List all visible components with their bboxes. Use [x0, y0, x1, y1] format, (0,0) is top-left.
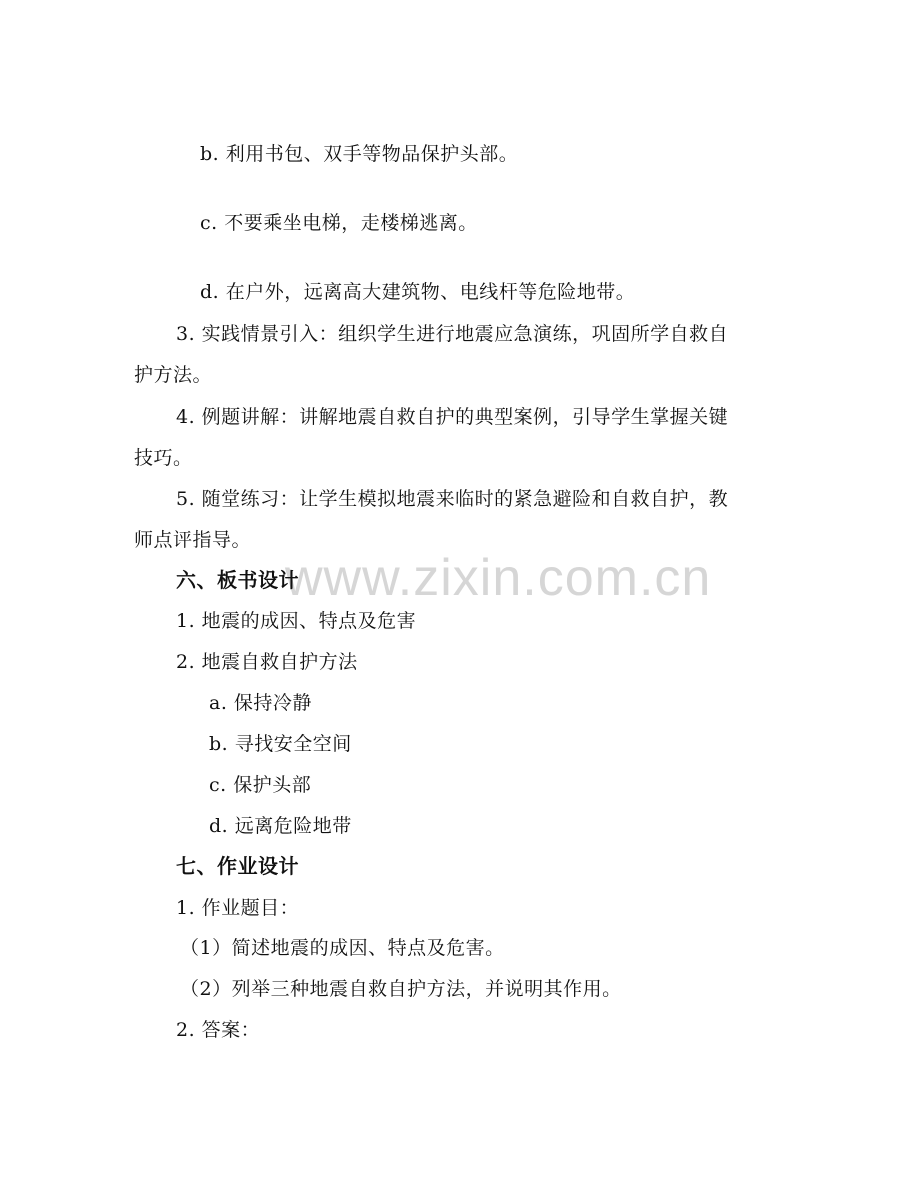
- list-item-d-outdoor: d. 在户外，远离高大建筑物、电线杆等危险地带。: [200, 281, 636, 303]
- list-item-c-no-elevator: c. 不要乘坐电梯，走楼梯逃离。: [200, 212, 478, 234]
- board-subitem-d: d. 远离危险地带: [209, 815, 352, 837]
- list-item-b-protect-head: b. 利用书包、双手等物品保护头部。: [200, 143, 519, 165]
- step-4-line-2: 技巧。: [134, 447, 193, 469]
- step-5-line-1: 5. 随堂练习：让学生模拟地震来临时的紧急避险和自救自护，教: [176, 488, 729, 510]
- board-item-1: 1. 地震的成因、特点及危害: [176, 610, 417, 632]
- section-6-heading: 六、板书设计: [176, 568, 299, 592]
- board-subitem-b: b. 寻找安全空间: [209, 733, 352, 755]
- board-subitem-c: c. 保护头部: [209, 774, 312, 796]
- board-item-2: 2. 地震自救自护方法: [176, 651, 358, 673]
- step-5-line-2: 师点评指导。: [134, 529, 252, 551]
- step-4-line-1: 4. 例题讲解：讲解地震自救自护的典型案例，引导学生掌握关键: [176, 406, 729, 428]
- homework-question-1: （1）简述地震的成因、特点及危害。: [180, 937, 505, 959]
- step-3-line-2: 护方法。: [134, 364, 213, 386]
- homework-item-2-answer: 2. 答案：: [176, 1019, 261, 1041]
- step-3-line-1: 3. 实践情景引入：组织学生进行地震应急演练，巩固所学自救自: [176, 323, 729, 345]
- board-subitem-a: a. 保持冷静: [209, 692, 312, 714]
- section-7-heading: 七、作业设计: [176, 854, 299, 878]
- homework-question-2: （2）列举三种地震自救自护方法，并说明其作用。: [180, 978, 622, 1000]
- watermark: www.zixin.com.cn: [285, 549, 712, 607]
- homework-item-1: 1. 作业题目：: [176, 897, 300, 919]
